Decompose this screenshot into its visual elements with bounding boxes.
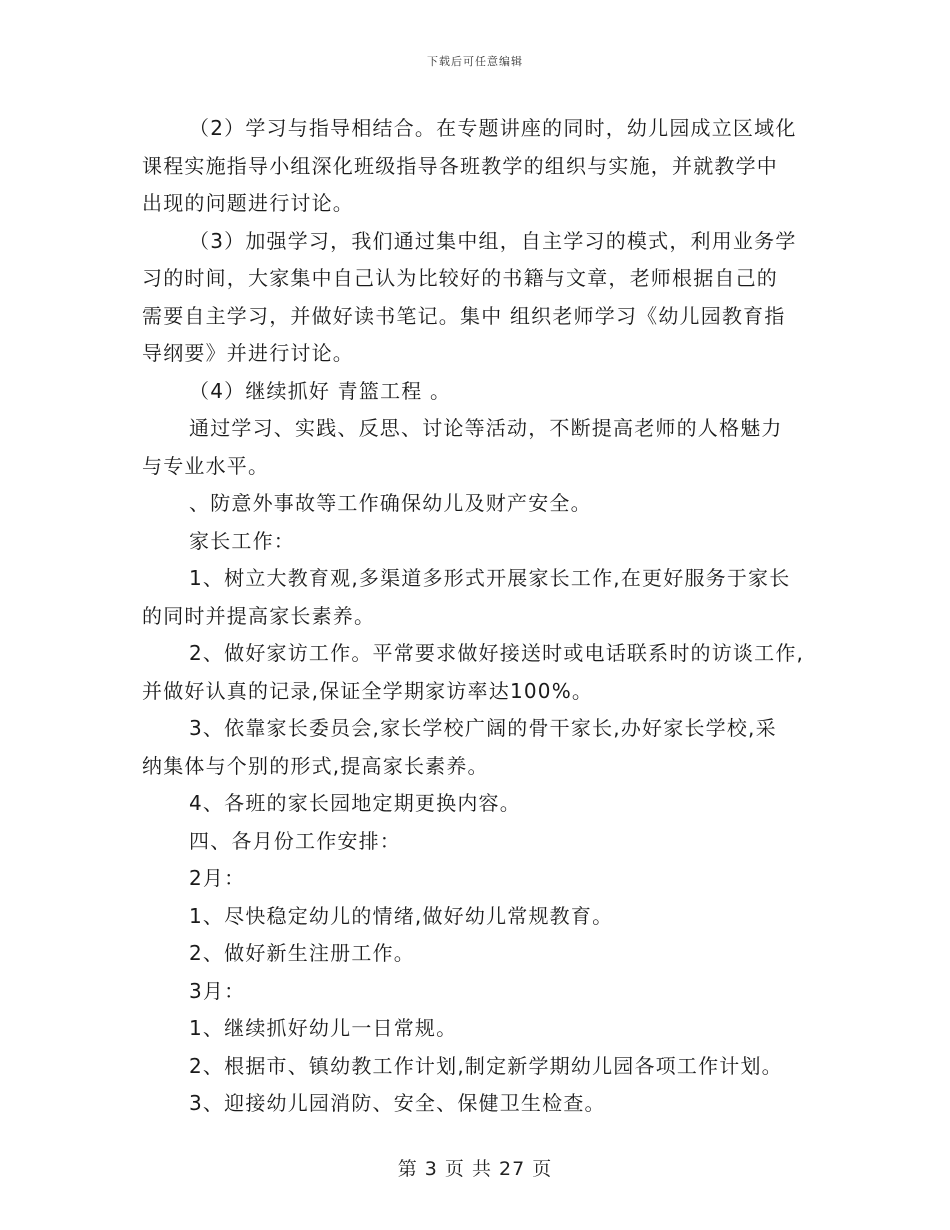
text-line: （2）学习与指导相结合。在专题讲座的同时，幼儿园成立区域化 xyxy=(189,116,797,140)
text-line: 2、做好家访工作。平常要求做好接送时或电话联系时的访谈工作, xyxy=(189,641,805,665)
text-line: 通过学习、实践、反思、讨论等活动，不断提高老师的人格魅力 xyxy=(189,416,783,440)
text-line: 的同时并提高家长素养。 xyxy=(142,603,376,628)
document-body xyxy=(142,110,822,1123)
text-line: 1、继续抓好幼儿一日常规。 xyxy=(189,1016,458,1040)
text-line: 家长工作： xyxy=(189,528,295,553)
text-line: （3）加强学习，我们通过集中组，自主学习的模式，利用业务学 xyxy=(189,228,797,253)
text-line: 四、各月份工作安排： xyxy=(189,828,401,853)
page-number-footer: 第 3 页 共 27 页 xyxy=(397,1158,553,1180)
text-line: 2、根据市、镇幼教工作计划,制定新学期幼儿园各项工作计划。 xyxy=(189,1053,783,1078)
page-header-note: 下载后可任意编辑 xyxy=(427,55,523,68)
text-line: 3、迎接幼儿园消防、安全、保健卫生检查。 xyxy=(189,1091,606,1115)
text-line: 与专业水平。 xyxy=(142,453,270,478)
text-line: 4、各班的家长园地定期更换内容。 xyxy=(189,791,521,815)
text-line: 2月： xyxy=(189,866,246,890)
text-line: 纳集体与个别的形式,提高家长素养。 xyxy=(142,753,489,778)
text-line: 课程实施指导小组深化班级指导各班教学的组织与实施，并就教学中 xyxy=(142,153,778,178)
text-line: 3、依靠家长委员会,家长学校广阔的骨干家长,办好家长学校,采 xyxy=(189,716,777,740)
text-line: 并做好认真的记录,保证全学期家访率达100%。 xyxy=(142,678,594,703)
text-line: （4）继续抓好 青篮工程 。 xyxy=(189,378,452,403)
text-line: 需要自主学习，并做好读书笔记。集中 组织老师学习《幼儿园教育指 xyxy=(142,303,786,328)
text-line: 、防意外事故等工作确保幼儿及财产安全。 xyxy=(189,491,592,515)
text-line: 3月： xyxy=(189,978,246,1003)
text-line: 导纲要》并进行讨论。 xyxy=(142,341,354,365)
text-line: 1、尽快稳定幼儿的情绪,做好幼儿常规教育。 xyxy=(189,903,614,928)
text-line: 习的时间，大家集中自己认为比较好的书籍与文章，老师根据自己的 xyxy=(142,266,778,290)
text-line: 1、树立大教育观,多渠道多形式开展家长工作,在更好服务于家长 xyxy=(189,566,791,590)
text-line: 出现的问题进行讨论。 xyxy=(142,191,354,215)
text-line: 2、做好新生注册工作。 xyxy=(189,941,415,965)
